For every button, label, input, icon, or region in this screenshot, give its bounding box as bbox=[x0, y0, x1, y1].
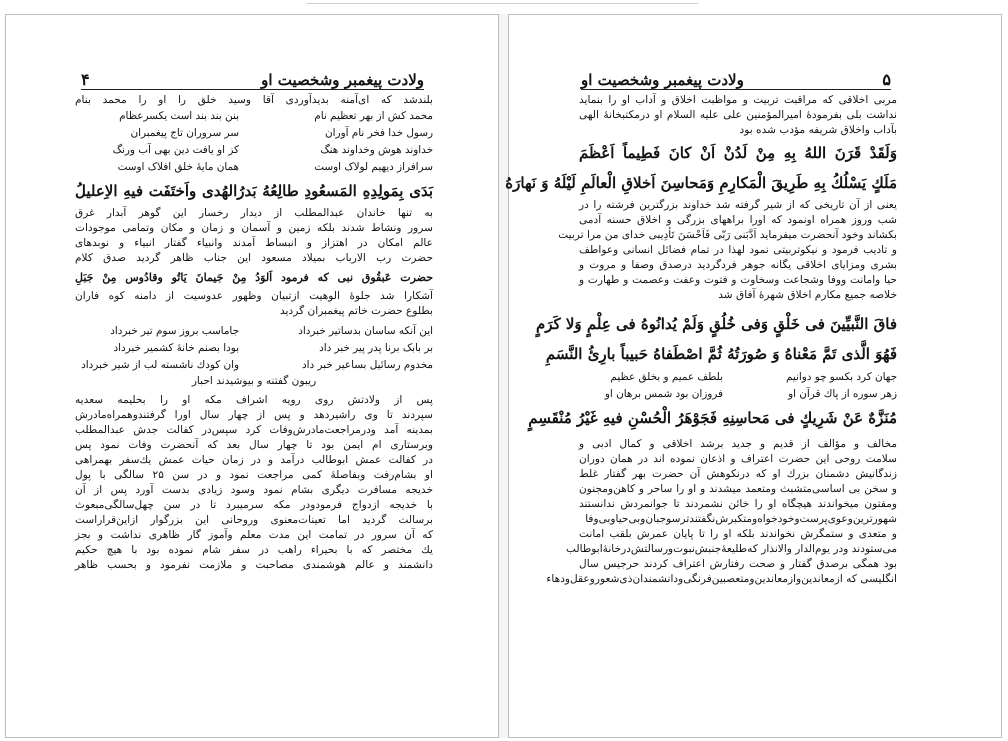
verse-hemistich: مخدوم رسائیل بساعیر خبر داد bbox=[301, 359, 433, 371]
text-line: پس از ولادتش روی رویه اشراف مکه او را بحلیمه سعدیه bbox=[75, 394, 433, 406]
text-line: سرور ونشاط شدند بلکه زمین و آسمان و زمان و مکان وتمامی موجودات bbox=[75, 222, 433, 234]
arabic-hadith-line: مَلَكٍ یَسْلُكُ بِهِ طَرِیقَ الْمَکارِمِ وَمَحاسِنَ اَخلاقِ الْعالَمِ لَیْلَهُ وَ نَهارَهُ bbox=[505, 174, 897, 192]
left-page-body bbox=[75, 93, 433, 573]
verse-hemistich: رسول خدا فخر نام آوران bbox=[325, 127, 433, 139]
text-line: که آن سرور در تمامت این مدت معلم وآموز گار ظاهری نداشت و بجز bbox=[75, 529, 433, 541]
text-line: شب وروز همراه اونمود که اورا براههای بزرگی و اخلاق حسنه آدمی bbox=[579, 214, 897, 226]
arabic-poem-line: فَهُوَ الَّذی تَمَّ مَعْناهُ وَ صُورَتُهُ ثُمَّ اصْطَفاهُ حَبیباً بارِئُ النَّسَمِ bbox=[545, 345, 897, 363]
right-page-title: ولادت پیغمبر وشخصیت او bbox=[581, 71, 744, 89]
top-rule bbox=[306, 3, 698, 4]
text-line: شهورترین‌وعوی‌پرست‌وخودخواه‌ومتکبرش‌نگفتند‌ترسوجبان‌وبی‌حیاوبی‌وفا bbox=[585, 513, 897, 525]
verse-hemistich: بودا بصنم خانهٔ کشمیر خبرداد bbox=[113, 342, 239, 354]
verse-hemistich: بر بابک برنا پدر پیر خبر داد bbox=[319, 342, 433, 354]
verse-hemistich: سرافراز دیهیم لولاک اوست bbox=[314, 161, 433, 173]
text-line: به تنها خاندان عبدالمطلب از دیدار رخسار این گوهر آبدار غرق bbox=[75, 207, 433, 219]
text-line: سلامت روحی این حضرت اعتراف و اذعان نموده اند در همان دوران bbox=[579, 453, 897, 465]
verse-hemistich: بلطف عمیم و بخلق عظیم bbox=[610, 371, 723, 383]
text-line: انگلیسی که ازمعاندین‌وازمعاندین‌ومتعصبین‌فرنگی‌ودانشمندان‌ذی‌شعوروعقل‌ودهاء bbox=[546, 573, 897, 585]
poem-verses bbox=[579, 369, 897, 403]
arabic-poem-line: فاقَ النَّبیِّینَ فی خَلْقٍ وَفی خُلُقٍ وَلَمْ یُدانُوهُ فی عِلْمٍ وَلا کَرَمٍ bbox=[535, 315, 897, 333]
left-page-title: ولادت پیغمبر وشخصیت او bbox=[261, 71, 424, 89]
text-line: او بشام‌رفت وبفاصلهٔ کمی مراجعت نمود و در سن ۲۵ سالگی با پول bbox=[75, 469, 433, 481]
text-line: خلاصه جمیع مکارم اخلاق شهرهٔ آفاق شد bbox=[718, 289, 897, 301]
book-gutter bbox=[499, 14, 508, 738]
verse-hemistich: فروزان بود شمس برهان او bbox=[604, 388, 723, 400]
text-line: زندگانیش دشمنان بزرك او که درنکوهش آن حضرت بهر گفتار غلط bbox=[579, 468, 897, 480]
text-line: برسالت گردید اما تعینات‌معنوی وروحانی این بزرگوار ازاین‌قراراست bbox=[75, 514, 433, 526]
verse-hemistich: سر سروران تاج پیغمبران bbox=[130, 127, 239, 139]
verse-hemistich: زهر سوره از پاك قرآن او bbox=[788, 388, 897, 400]
verse-single: ریبون گفتنه و بیوشیدند احبار bbox=[191, 375, 317, 387]
text-line: با خدیجه ازدواج فرمودودر مکه سرمیبرد تا در سن چهل‌سالگی‌مبعوث bbox=[75, 499, 433, 511]
verse-hemistich: خداوند هوش وخداوند هنگ bbox=[320, 144, 433, 156]
verse-hemistich: جاماسب بروز سوم تیر خبرداد bbox=[110, 325, 239, 337]
right-page-header bbox=[581, 65, 891, 90]
right-page bbox=[505, 14, 1002, 738]
text-line: یعنی از آن تاریخی که از شیر گرفته شد خداوند بزرگترین فرشته را در bbox=[579, 199, 897, 211]
text-line: مربی اخلاقی که مراقبت تربیت و مواظبت اخلاق و آداب او را بنماید bbox=[579, 94, 897, 106]
text-line: بکشاند وخود آنحضرت میفرماید اَدَّبَنی رَبّی فَاَحْسَنَ تَأدِیبی خدای من مرا تربیت bbox=[558, 229, 897, 241]
text-line: نداشت بلی بفرمودهٔ امیرالمؤمنین علی علیه السلام او درمکتبخانهٔ الهی bbox=[579, 109, 897, 121]
text-line: مخالف و مؤالف از قدیم و جدید برشد اخلاقی و کمال ادبی و bbox=[579, 438, 897, 450]
left-page bbox=[5, 14, 499, 738]
text-line: دانشمند و عالم هوشمندی مصاحبت و ملازمت نفرمود و بحسب ظاهر bbox=[75, 559, 433, 571]
text-line: آشکارا شد جلوهٔ الوهیت ازتبیان وظهور عدوسیت از دامنه کوه فاران bbox=[75, 290, 433, 302]
arabic-verse: بَدَی بِمَولِدِهِ المَسعُودِ طالِعُهُ بَدرُالهُدی واَختَفَت فیهِ الاِعلیلُ bbox=[75, 182, 433, 200]
text-line: یك مختصر که با بحیراء راهب در سفر شام نموده بود با هیچ حکیم bbox=[75, 544, 433, 556]
verse-hemistich: وان کودك ناشسته لب از شیر خبرداد bbox=[81, 359, 239, 371]
right-page-body bbox=[505, 93, 897, 587]
arabic-poem-line: مُنَزَّهٌ عَنْ شَرِیكٍ فی مَحاسِنِهِ فَجَوْهَرُ الْحُسْنِ فیهِ غَیْرُ مُنْقَسِمٍ bbox=[528, 409, 897, 427]
text-line: وبرستاری ام ایمن بود تا چهار سال بعد که آنحضرت وفات نمود پس bbox=[75, 439, 433, 451]
right-page-number: ۵ bbox=[882, 70, 891, 89]
poem-verses bbox=[75, 108, 433, 176]
text-line: در کفالت عمش ابوطالب درآمد و در زمان حیات عمش یك‌سفر بهمراهی bbox=[75, 454, 433, 466]
left-page-number: ۴ bbox=[81, 70, 90, 89]
verse-hemistich: کز او یافت دین بهی آب ورنگ bbox=[112, 144, 239, 156]
text-line: و تادیب فرمود و نیکوتربیتی نمود لهذا در تمام فضائل انسانی وعواطف bbox=[579, 244, 897, 256]
text-line: عالم امکان در اهتزاز و انبساط آمدند وانبیاء گفتار انبیاء و نوبدهای bbox=[75, 237, 433, 249]
verse-hemistich: جهان کرد بکسو چو دوانیم bbox=[785, 371, 897, 383]
verse-hemistich: محمد کش از بهر تعظیم نام bbox=[314, 110, 433, 122]
text-line: خدیجه مسافرت دیگری بشام نمود وسود زیادی بدست آورد پس از آن bbox=[75, 484, 433, 496]
text-line: بشری ومزایای اخلاقی یگانه جوهر فردگردید درصدق وصفا و مروت و bbox=[579, 259, 897, 271]
text-line: می‌ستودند ودر یوم‌الدار والانذار که‌طلیعهٔ‌جنبش‌نبوت‌ورسالتش‌درخانهٔ‌ابوطالب bbox=[566, 543, 897, 555]
text-line: بود همگی برصدق گفتار و صحت رفتارش اعتراف کردند حرجیس سال bbox=[579, 558, 897, 570]
left-page-header bbox=[81, 65, 424, 90]
text-line: بطلوع حضرت خاتم پیغمبران گردید bbox=[280, 305, 433, 317]
verse-hemistich: این آنکه ساسان بدساتیر خبرداد bbox=[298, 325, 433, 337]
text-line: حیا وامانت ووفا وشجاعت وسخاوت و فتوت وعفت وعصمت و طهارت و bbox=[579, 274, 897, 286]
text-line: ومفتون میخواندند هیچگاه او را خائن نشمردند تا جوانمردش ندانستند bbox=[579, 498, 897, 510]
text-line: و سخن بی اساسی‌متشبث ومتعمد میشدند و او را ساحر و کاهن‌ومجنون bbox=[579, 483, 897, 495]
text-line: بآداب واخلاق شریفه مؤدب شده بود bbox=[739, 124, 897, 136]
text-line: حضرت رب الارباب بمیلاد مسعود این جناب ظاهر گردید صدق کلام bbox=[75, 252, 433, 264]
text-line: بلندشد که ای‌آمنه بدیدآوردی آقا وسید خلق را او را محمد بنام bbox=[75, 94, 433, 106]
arabic-hadith-line: وَلَقَدْ قَرَنَ اللهُ بِهِ مِنْ لَدُنْ اَنْ کانَ فَطِیماً اَعْظَمَ bbox=[579, 144, 897, 162]
text-line: سپردند تا وی راشیردهد و پس از چهار سال اورا گرفتندوهمراه‌مادرش bbox=[75, 409, 433, 421]
verse-hemistich: همان مایهٔ خلق افلاک اوست bbox=[117, 161, 239, 173]
text-line: بمدینه آمد ودرمراجعت‌مادرش‌وفات کرد سپس‌در کفالت جدش عبدالمطلب bbox=[75, 424, 433, 436]
arabic-quote-line: حضرت عَبقُوق نبی که فرمود اَلوَدُ مِنْ جَیمانَ یَاتُو وقادُوس مِنْ جَبَلِ bbox=[75, 271, 433, 284]
verse-hemistich: بنن بند بند است یکسرعظام bbox=[119, 110, 239, 122]
text-line: و متعدی و ستمگرش نخواندند بلکه او را تا پایان عمرش بلقب امانت bbox=[579, 528, 897, 540]
poem-verses-2 bbox=[75, 323, 433, 374]
